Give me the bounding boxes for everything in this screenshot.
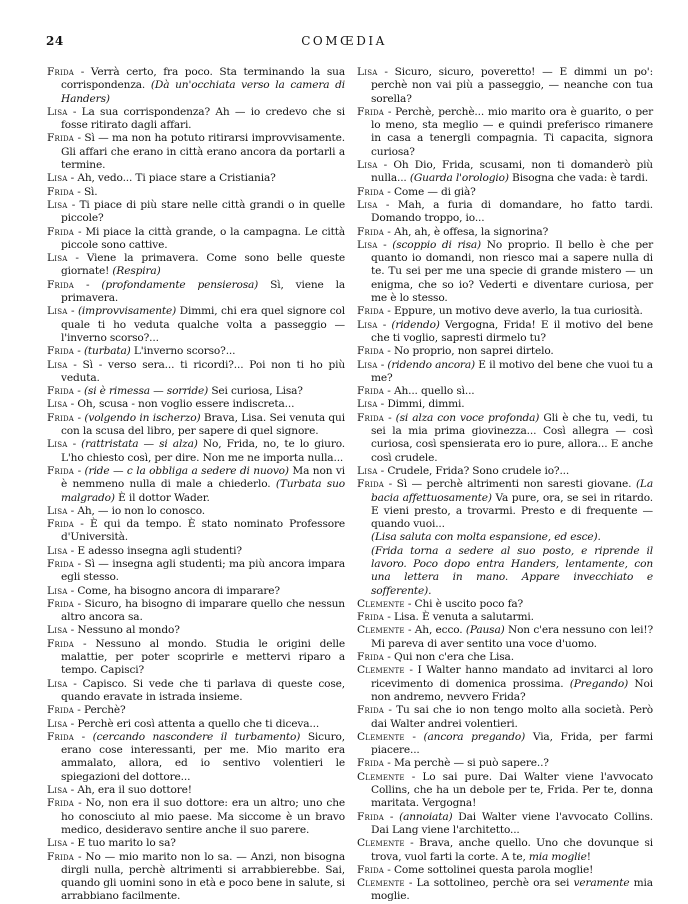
dialogue-text: E adesso insegna agli studenti? [77,544,242,557]
dialogue-line: Frida - Verrà certo, fra poco. Sta terminando la sua corrispondenza. (Dà un'occhiata verso la camera di Handers) [47,66,345,105]
speaker-name: Frida [47,797,75,810]
dialogue-line: Lisa - Nessuno al mondo? [47,624,180,637]
stage-direction-inline: (cercando nascondere il turbamento) [92,730,301,743]
speaker-name: Lisa [47,438,68,451]
dialogue-text: Dimmi, dimmi. [387,398,465,411]
dialogue-text: Lo sai pure. Dai Walter viene l'avvocato Collins, che ha un debole per te, Frida. Per te, donna maritata. Vergogna! [371,770,654,810]
speaker-name: Frida [47,345,75,358]
stage-direction-inline: (Pausa) [465,624,505,637]
dialogue-text: Sicuro, erano cose interessanti, per me. Mio marito era ammalato, allora, ed io sentivo volentieri le spiegazioni del dottore... [61,730,345,783]
dialogue-text: Sicuro, sicuro, poveretto! — E dimmi un po': perchè non vai più a passeggio, — neanche con tua sorella? [371,66,653,105]
stage-direction-inline: (si è rimessa — sorride) [83,385,209,398]
dialogue-line: Frida - (cercando nascondere il turbamento) Sicuro, erano cose interessanti, per me. Mio marito era ammalato, allora, ed io sentivo volentieri le spiegazioni del dottore... [47,730,345,783]
dialogue-line: Frida - È qui da tempo. È stato nominato Professore d'Università. [47,518,345,544]
speaker-name: Frida [357,105,385,118]
speaker-name: Lisa [47,837,68,850]
dialogue-line: Frida - Come sottolinei questa parola moglie! [357,863,594,876]
dialogue-text: La sua corrispondenza? Ah — io credevo che si fosse ritirato dagli affari. [61,105,345,132]
speaker-name: Frida [357,757,385,770]
dialogue-text: La sottolineo, perchè ora sei [416,877,574,890]
dialogue-text: Va pure, ora, se sei in ritardo. E vieni presto, a trovarmi. Presto e di frequente — quando vuoi... [371,491,653,531]
dialogue-text: Ah, era il suo dottore! [77,784,192,797]
speaker-name: Frida [357,225,385,238]
speaker-name: Frida [47,385,75,398]
dialogue-line: Frida - No, non era il suo dottore: era un altro; uno che ho conosciuto al mio paese. Ma siccome è un bravo medico, desideravo sentire anche il suo parere. [47,797,345,836]
running-title: COMŒDIA [301,34,387,48]
dialogue-line: Lisa - (scoppio di risa) No proprio. Il bello è che per quanto io domandi, non riesco mai a sapere nulla di te. Tu sei per me una specie di grande mistero — un enigma, che so io? Vederti e diventare curiosa, per me è lo stesso. [357,238,653,305]
speaker-name: Lisa [47,504,68,517]
stage-direction-inline: (profondamente pensierosa) [101,278,259,291]
speaker-name: Lisa [47,252,68,265]
dialogue-line: Frida - Perchè, perchè... mio marito ora è guarito, o per lo meno, sta meglio — e quindi preferisco rimanere in casa a tenergli compagnia. Ti capacita, signora curiosa? [357,105,653,158]
dialogue-line: Clemente - (ancora pregando) Via, Frida, per farmi piacere... [357,730,653,757]
stage-direction-inline: (ridendo ancora) [387,358,475,371]
speaker-name: Lisa [47,398,68,411]
speaker-name: Frida [357,385,385,398]
speaker-name: Frida [47,132,75,145]
dialogue-line: Lisa - Sicuro, sicuro, poveretto! — E dimmi un po': perchè non vai più a passeggio, — neanche con tua sorella? [357,66,653,105]
speaker-name: Frida [357,863,385,876]
speaker-name: Lisa [357,159,378,172]
speaker-name: Lisa [47,717,68,730]
speaker-name: Frida [47,850,75,863]
stage-direction-inline: mia moglie [528,850,587,863]
dialogue-text: ! [586,850,591,863]
dialogue-line: Lisa - La sua corrispondenza? Ah — io credevo che si fosse ritirato dagli affari. [47,105,345,132]
stage-direction-inline: (turbata) [83,345,131,358]
dialogue-text: Perchè, perchè... mio marito ora è guarito, o per lo meno, sta meglio — e quindi preferisco rimanere in casa a tenergli compagnia. Ti capacita, signora curiosa? [371,105,653,158]
dialogue-line: Frida - Qui non c'era che Lisa. [357,651,514,664]
dialogue-text: Perchè eri così attenta a quello che ti diceva... [77,717,320,730]
speaker-name: Clemente [357,664,405,677]
dialogue-text: Perchè? [83,704,126,717]
stage-direction-inline: (ridendo) [391,318,440,331]
dialogue-line: Lisa - Ah, era il suo dottore! [47,784,192,797]
speaker-name: Frida [357,810,385,823]
page-header [0,34,688,50]
dialogue-text: È il dottor Wader. [114,491,210,504]
stage-direction-inline: (Turbata suo malgrado) [61,478,345,504]
left-column [47,66,345,904]
speaker-name: Frida [47,597,75,610]
dialogue-text: L'inverno scorso?... [130,345,236,358]
dialogue-text: No proprio, non saprei dirtelo. [393,345,554,358]
dialogue-line: Lisa - Come, ha bisogno ancora di imparare? [47,584,280,597]
page-number: 24 [46,34,64,48]
dialogue-text: Ti piace di più stare nelle città grandi o in quelle piccole? [61,198,345,225]
dialogue-line: Frida - Sì — perchè altrimenti non saresti giovane. (La bacia affettuosamente) Va pure, ora, se sei in ritardo. E vieni presto, a trovarmi. Presto e di frequente — quando vuoi... [357,478,653,531]
dialogue-line: Lisa - (ridendo) Vergogna, Frida! E il motivo del bene che ti voglio, sapresti dirmelo tu? [357,318,653,344]
dialogue-text: Via, Frida, per farmi piacere... [371,730,653,757]
dialogue-line: Clemente - Ah, ecco. (Pausa) Non c'era nessuno con lei!? Mi pareva di aver sentito una voce d'uomo. [357,624,653,650]
speaker-name: Lisa [357,66,378,78]
dialogue-text: Verrà certo, fra poco. Sta terminando la sua corrispondenza. [61,66,345,92]
dialogue-text: Sei curiosa, Lisa? [208,385,303,398]
dialogue-line: Frida - Ah... quello sì... [357,385,475,398]
stage-direction-inline: (scoppio di risa) [392,238,482,251]
speaker-name: Frida [47,637,75,650]
dialogue-line: Lisa - (rattristata — si alza) No, Frida, no, te lo giuro. L'ho chiesto così, per dire. Non me ne importa nulla... [47,438,346,464]
stage-direction-inline: (Dà un'occhiata verso la camera di Handers) [61,79,345,105]
dialogue-line: Lisa - Crudele, Frida? Sono crudele io?... [357,464,570,477]
dialogue-text: mia moglie. [371,877,653,903]
speaker-name: Frida [47,225,75,238]
dialogue-text: Nessuno al mondo? [77,624,180,637]
dialogue-text: Gli è che tu, vedi, tu sei la mia prima giovinezza... Così allegra — così curiosa, così spensierata ero io pure, allora... E anche così crudele. [371,411,653,464]
stage-direction: (Lisa saluta con molta espansione, ed esce). [371,531,601,544]
dialogue-text: Ah, ah, è offesa, la signorina? [393,225,549,238]
dialogue-line: Lisa - Viene la primavera. Come sono belle queste giornate! (Respira) [47,252,345,278]
speaker-name: Lisa [357,198,378,211]
stage-direction-inline: (improvvisamente) [77,305,177,318]
dialogue-line: Frida - Eppure, un motivo deve averlo, la tua curiosità. [357,305,643,318]
stage-direction-inline: (annoiata) [399,810,453,823]
dialogue-line: Frida - Sì — insegna agli studenti; ma più ancora impara egli stesso. [47,557,345,584]
stage-direction-inline: (rattristata — si alza) [81,438,198,451]
speaker-name: Lisa [47,105,68,118]
dialogue-line: Clemente - Brava, anche quello. Uno che dovunque si trova, vuol farti la corte. A te, mia moglie! [357,837,653,863]
dialogue-line: Clemente - I Walter hanno mandato ad invitarci al loro ricevimento di domenica prossima. (Pregando) Noi non andremo, nevvero Frida? [357,664,653,703]
right-column [357,66,653,904]
stage-direction-inline: (si alza con voce profonda) [395,411,540,424]
dialogue-text: Mah, a furia di domandare, ho fatto tardi. Domando troppo, io... [371,198,653,225]
stage-direction-inline: (Respira) [112,265,161,278]
dialogue-line: Lisa - E adesso insegna agli studenti? [47,544,242,557]
speaker-name: Frida [357,611,385,624]
speaker-name: Frida [47,185,75,198]
speaker-name: Lisa [47,544,68,557]
dialogue-text: Come sottolinei questa parola moglie! [393,863,594,876]
dialogue-text: Come, ha bisogno ancora di imparare? [77,584,280,597]
dialogue-line: Frida - Tu sai che io non tengo molto alla società. Però dai Walter andrei volentieri. [357,704,653,730]
speaker-name: Frida [357,651,385,664]
dialogue-line: Lisa - (improvvisamente) Dimmi, chi era quel signore col quale ti ho veduta qualche volta a passeggio — l'inverno scorso?... [47,305,346,344]
stage-direction-inline: (La bacia affettuosamente) [371,478,653,504]
speaker-name: Clemente [357,597,405,610]
dialogue-line: Lisa - E tuo marito lo sa? [47,837,176,850]
dialogue-line: Frida - Nessuno al mondo. Studia le origini delle malattie, per poter scoprirle e mettervi riparo a tempo. Capisci? [47,637,345,677]
dialogue-text: Brava, Lisa. Sei venuta qui con la scusa del libro, per sapere di quel signore. [61,411,345,438]
dialogue-line: Lisa - Ti piace di più stare nelle città grandi o in quelle piccole? [47,198,345,225]
dialogue-text: Dai Walter viene l'avvocato Collins. Dai Lang viene l'architetto... [371,810,653,836]
dialogue-line: Frida - (profondamente pensierosa) Sì, viene la primavera. [47,278,345,305]
dialogue-text: Qui non c'era che Lisa. [393,651,514,664]
dialogue-text: Ah, — io non lo conosco. [77,504,205,517]
dialogue-text: Bisogna che vada: è tardi. [508,172,648,185]
speaker-name: Frida [357,185,385,198]
dialogue-text: Ah... quello sì... [393,385,475,398]
speaker-name: Clemente [357,770,405,783]
dialogue-text: Eppure, un motivo deve averlo, la tua curiosità. [393,305,643,318]
dialogue-text: Tu sai che io non tengo molto alla società. Però dai Walter andrei volentieri. [371,704,653,730]
dialogue-line: Clemente - Lo sai pure. Dai Walter viene l'avvocato Collins, che ha un debole per te, Frida. Per te, donna maritata. Vergogna! [357,770,654,810]
stage-direction-inline: (ancora pregando) [423,730,526,743]
stage-direction-inline: (ride — c la obbliga a sedere di nuovo) [84,464,289,477]
speaker-name: Frida [357,478,385,491]
dialogue-line: Frida - (si alza con voce profonda) Gli è che tu, vedi, tu sei la mia prima giovinezza... Così allegra — così curiosa, così spensierata ero io pure, allora... E anche così crudele. [357,411,653,464]
speaker-name: Frida [47,557,75,570]
speaker-name: Lisa [47,784,68,797]
dialogue-text: Vergogna, Frida! E il motivo del bene che ti voglio, sapresti dirmelo tu? [371,318,653,344]
dialogue-text: No proprio. Il bello è che per quanto io domandi, non riesco mai a sapere nulla di te. Tu sei per me una specie di grande mistero — un enigma, che so io? Vederti e diventare curiosa, per me è lo stesso. [371,238,653,305]
dialogue-line: Frida - No — mio marito non lo sa. — Anzi, non bisogna dirgli nulla, perchè altrimenti si arrabbierebbe. Sai, quando gli uomini sono in età e poco bene in salute, si arrabbiano facilmente. [47,850,345,903]
dialogue-text: È qui da tempo. È stato nominato Professore d'Università. [61,518,345,544]
dialogue-line: Lisa - Sì - verso sera... ti ricordi?... Poi non ti ho più veduta. [47,358,345,384]
dialogue-line: Frida - (annoiata) Dai Walter viene l'avvocato Collins. Dai Lang viene l'architetto... [357,810,653,836]
speaker-name: Frida [47,464,75,477]
speaker-name: Frida [47,66,75,78]
dialogue-line: Frida - (turbata) L'inverno scorso?... [47,345,236,358]
dialogue-text: Oh Dio, Frida, scusami, non ti domanderò più nulla... [371,159,653,185]
dialogue-line: Frida - Perchè? [47,704,126,717]
speaker-name: Frida [47,278,75,291]
dialogue-text: Brava, anche quello. Uno che dovunque si trova, vuol farti la corte. A te, [371,837,653,863]
dialogue-line: Lisa - Dimmi, dimmi. [357,398,465,411]
speaker-name: Frida [357,305,385,318]
dialogue-line: Frida - Ah, ah, è offesa, la signorina? [357,225,549,238]
dialogue-line: Lisa - Ah, vedo... Ti piace stare a Cristiania? [47,172,276,185]
dialogue-line: Lisa - Oh Dio, Frida, scusami, non ti domanderò più nulla... (Guarda l'orologio) Bisogna che vada: è tardi. [357,159,653,185]
speaker-name: Frida [47,730,75,743]
speaker-name: Clemente [357,624,405,637]
dialogue-text: Sì — perchè altrimenti non saresti giovane. [396,478,636,491]
dialogue-text: Noi non andremo, nevvero Frida? [371,677,653,703]
speaker-name: Frida [47,704,75,717]
dialogue-text: Sì - verso sera... ti ricordi?... Poi non ti ho più veduta. [61,358,345,384]
dialogue-text: Lisa. È venuta a salutarmi. [393,611,534,624]
speaker-name: Lisa [47,584,68,597]
dialogue-text: Non c'era nessuno con lei!? Mi pareva di aver sentito una voce d'uomo. [371,624,653,650]
speaker-name: Lisa [357,358,378,371]
speaker-name: Clemente [357,837,405,850]
speaker-name: Frida [47,411,75,424]
speaker-name: Lisa [357,238,378,251]
speaker-name: Lisa [357,464,378,477]
dialogue-line: Lisa - Oh, scusa - non voglio essere indiscreta... [47,398,295,411]
dialogue-text: Nessuno al mondo. Studia le origini delle malattie, per poter scoprirle e mettervi riparo a tempo. Capisci? [61,637,345,677]
speaker-name: Lisa [47,172,68,185]
speaker-name: Lisa [47,358,68,371]
speaker-name: Lisa [47,305,68,318]
dialogue-line: Frida - Ma perchè — si può sapere..? [357,757,549,770]
dialogue-text: I Walter hanno mandato ad invitarci al loro ricevimento di domenica prossima. [371,664,653,690]
speaker-name: Lisa [47,677,68,690]
dialogue-text: Ma perchè — si può sapere..? [393,757,549,770]
dialogue-text: Viene la primavera. Come sono belle queste giornate! [61,252,345,278]
dialogue-text: Chi è uscito poco fa? [414,597,524,610]
dialogue-line: Clemente - La sottolineo, perchè ora sei veramente mia moglie. [357,877,653,903]
dialogue-text: No — mio marito non lo sa. — Anzi, non bisogna dirgli nulla, perchè altrimenti si arrabbierebbe. Sai, quando gli uomini sono in età e poco bene in salute, si arrabbiano facilmente. [61,850,345,903]
speaker-name: Clemente [357,730,405,743]
speaker-name: Lisa [47,198,68,211]
dialogue-line: Frida - (volgendo in ischerzo) Brava, Lisa. Sei venuta qui con la scusa del libro, per sapere di quel signore. [47,411,345,438]
stage-direction-inline: (volgendo in ischerzo) [84,411,201,424]
dialogue-text: Ma non vi è nemmeno nulla di male a chiederlo. [61,464,345,491]
speaker-name: Clemente [357,877,405,890]
dialogue-text: Capisco. Si vede che ti parlava di queste cose, quando eravate in istrada insieme. [61,677,345,703]
dialogue-line: Frida - (si è rimessa — sorride) Sei curiosa, Lisa? [47,385,303,398]
stage-direction: (Frida torna a sedere al suo posto, e riprende il lavoro. Poco dopo entra Handers, lentamente, con una lettera in mano. Appare invecchiato e sofferente). [371,544,653,597]
dialogue-line: Frida - Sì — ma non ha potuto ritirarsi improvvisamente. Gli affari che erano in città erano ancora da portarli a termine. [47,132,345,172]
dialogue-line: Frida - Sicuro, ha bisogno di imparare quello che nessun altro ancora sa. [47,597,345,624]
dialogue-text: Sì, viene la primavera. [61,278,345,305]
speaker-name: Frida [357,704,385,717]
dialogue-line: Lisa - Capisco. Si vede che ti parlava di queste cose, quando eravate in istrada insieme. [47,677,345,703]
dialogue-text: Mi piace la città grande, o la campagna. Le città piccole sono cattive. [61,225,345,251]
dialogue-text: Sì — ma non ha potuto ritirarsi improvvisamente. Gli affari che erano in città erano ancora da portarli a termine. [61,132,345,172]
dialogue-text: No, Frida, no, te lo giuro. L'ho chiesto così, per dire. Non me ne importa nulla... [61,438,346,464]
speaker-name: Lisa [357,398,378,411]
dialogue-line: Lisa - Mah, a furia di domandare, ho fatto tardi. Domando troppo, io... [357,198,653,225]
dialogue-text: No, non era il suo dottore: era un altro; uno che ho conosciuto al mio paese. Ma siccome è un bravo medico, desideravo sentire anche il suo parere. [61,797,345,836]
dialogue-line: Lisa - Perchè eri così attenta a quello che ti diceva... [47,717,320,730]
dialogue-line: Frida - Sì. [47,185,98,198]
dialogue-text: Oh, scusa - non voglio essere indiscreta... [77,398,295,411]
dialogue-line: Lisa - Ah, — io non lo conosco. [47,504,205,517]
dialogue-text: Dimmi, chi era quel signore col quale ti ho veduta qualche volta a passeggio — l'inverno scorso?... [61,305,346,344]
stage-direction-inline: (Pregando) [569,677,629,690]
dialogue-text: E il motivo del bene che vuoi tu a me? [371,358,653,384]
dialogue-line: Clemente - Chi è uscito poco fa? [357,597,524,610]
dialogue-line: Frida - No proprio, non saprei dirtelo. [357,345,554,358]
dialogue-line: Frida - Mi piace la città grande, o la campagna. Le città piccole sono cattive. [47,225,345,251]
dialogue-line: Frida - Lisa. È venuta a salutarmi. [357,611,534,624]
dialogue-text: Sicuro, ha bisogno di imparare quello che nessun altro ancora sa. [61,597,345,624]
dialogue-text: Ah, ecco. [414,624,466,637]
speaker-name: Frida [47,518,75,531]
dialogue-text: Sì — insegna agli studenti; ma più ancora impara egli stesso. [61,557,345,584]
dialogue-line: Frida - (ride — c la obbliga a sedere di nuovo) Ma non vi è nemmeno nulla di male a chiederlo. (Turbata suo malgrado) È il dottor Wader. [47,464,345,504]
dialogue-text: E tuo marito lo sa? [77,837,176,850]
dialogue-text: Sì. [83,185,98,198]
speaker-name: Frida [357,411,385,424]
dialogue-text: Ah, vedo... Ti piace stare a Cristiania? [77,172,276,185]
stage-direction-inline: veramente [573,877,630,890]
speaker-name: Frida [357,345,385,358]
dialogue-line: Frida - Come — di già? [357,185,476,198]
speaker-name: Lisa [47,624,68,637]
dialogue-text: Crudele, Frida? Sono crudele io?... [387,464,570,477]
dialogue-text: Come — di già? [393,185,476,198]
speaker-name: Lisa [357,318,378,331]
stage-direction-inline: (Guarda l'orologio) [409,172,509,185]
dialogue-line: Lisa - (ridendo ancora) E il motivo del bene che vuoi tu a me? [357,358,653,384]
